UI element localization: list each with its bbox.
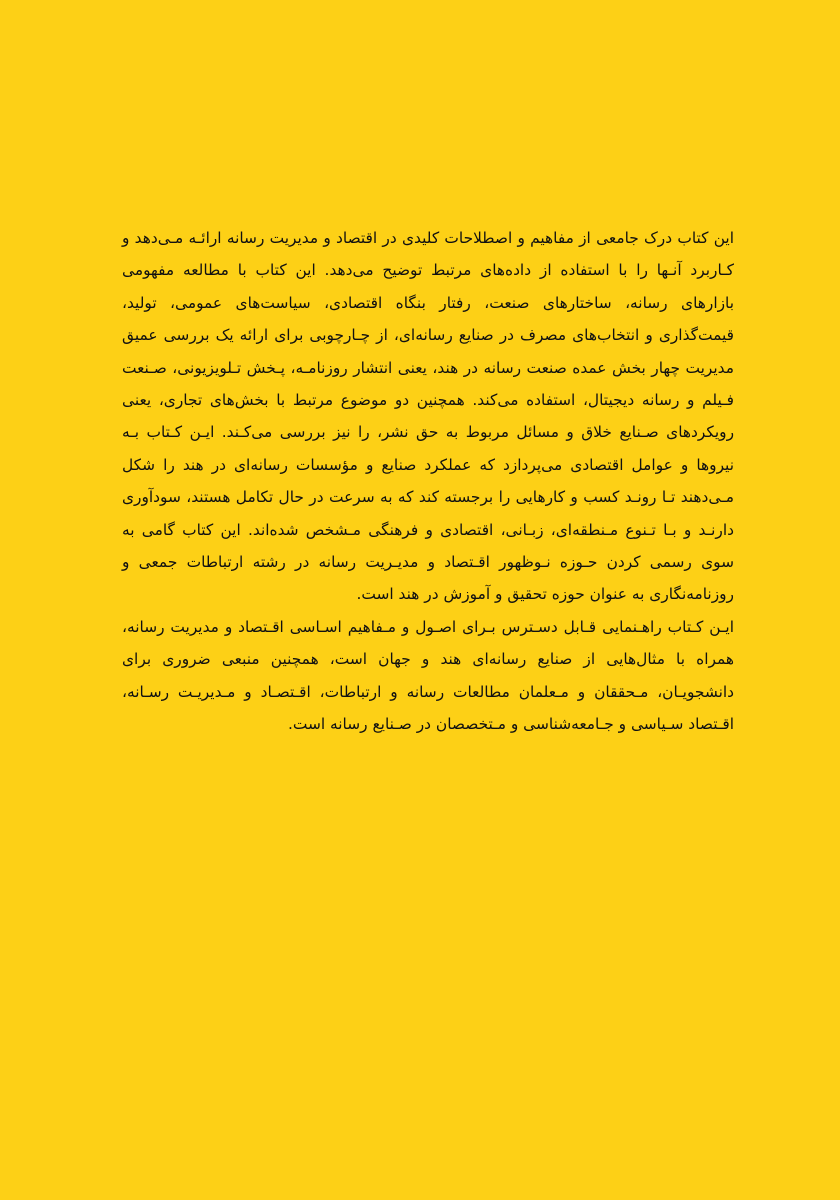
description-text-block <box>122 222 734 741</box>
description-paragraph-1: این کتاب درک جامعی از مفاهیم و اصطلاحات کلیدی در اقتصاد و مدیریت رسانه ارائـه مـی‌دهد و کـاربرد آنـها را با استفاده از داده‌های مرتبط توضیح می‌دهد. این کتاب با مطالعه مفهومی بازارهای رسانه، ساختارهای صنعت، رفتار بنگاه اقتصادی، سیاست‌های عمومی، تولید، قیمت‌گذاری و انتخاب‌های مصرف در صنایع رسانه‌ای، از چـارچوبی برای ارائه یک بررسی عمیق مدیریت چهار بخش عمده صنعت رسانه در هند، یعنی انتشار روزنامـه، پـخش تـلویزیونی، صـنعت فـیلم و رسانه دیجیتال، استفاده می‌کند. همچنین دو موضوع مرتبط با بخش‌های تجاری، یعنی رویکردهای صـنایع خلاق و مسائل مربوط به حق نشر، را نیز بررسی می‌کـند. ایـن کـتاب بـه نیروها و عوامل اقتصادی می‌پردازد که عملکرد صنایع و مؤسسات رسانه‌ای در هند را شکل مـی‌دهند تـا رونـد کسب و کارهایی را برجسته کند که به سرعت در حال تکامل هستند، سودآوری دارنـد و بـا تـنوع مـنطقه‌ای، زبـانی، اقتصادی و فرهنگی مـشخص شده‌اند. این کتاب گامی به سوی رسمی کردن حـوزه نـوظهور اقـتصاد و مدیـریت رسانه در رشته ارتباطات جمعی و روزنامه‌نگاری به عنوان حوزه تحقیق و آموزش در هند است. <box>122 229 734 604</box>
description-paragraph-2: ایـن کـتاب راهـنمایی قـابل دسـترس بـرای اصـول و مـفاهیم اسـاسی اقـتصاد و مدیریت رسانه، همراه با مثال‌هایی از صنایع رسانه‌ای هند و جهان است، همچنین منبعی ضروری برای دانشجویـان، مـحققان و مـعلمان مطالعات رسانه و ارتباطات، اقـتصـاد و مـدیریـت رسـانه، اقـتصاد سـیاسی و جـامعه‌شناسی و مـتخصصان در صـنایع رسانه است. <box>122 617 734 734</box>
